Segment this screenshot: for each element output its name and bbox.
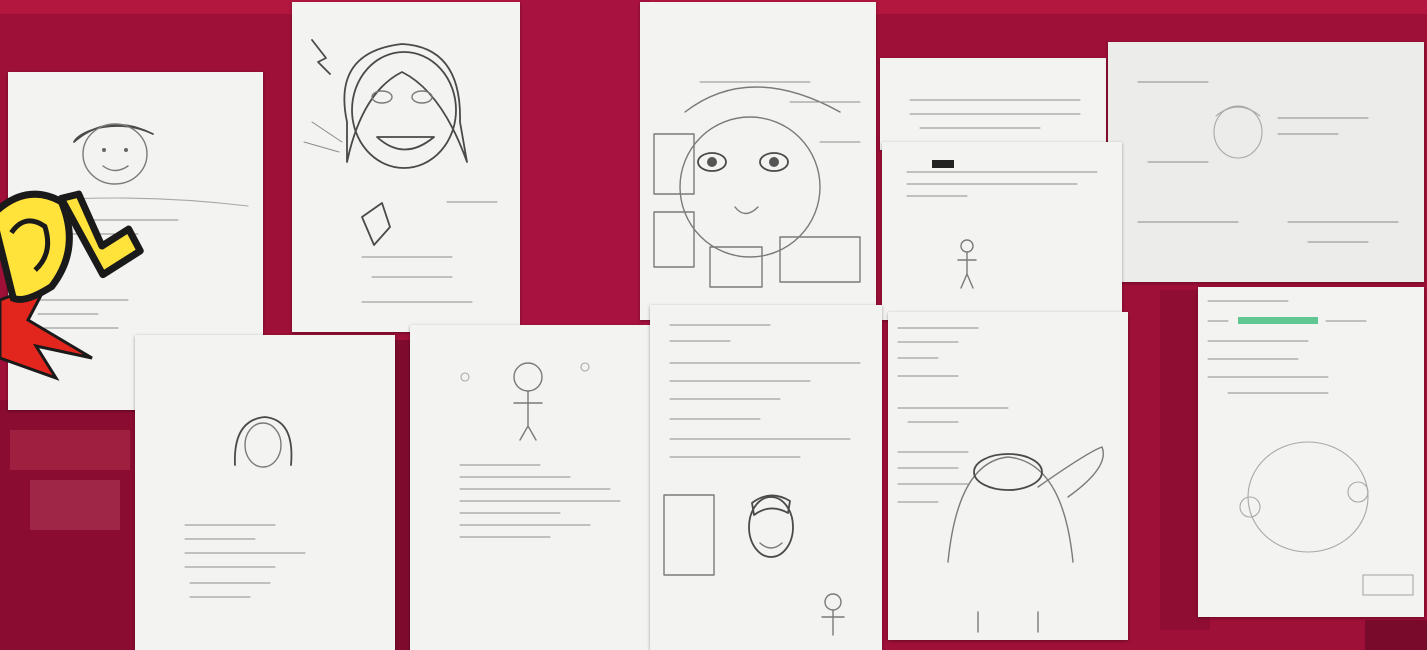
drawing-sheet-8 — [135, 335, 395, 650]
drawing-sheet-4 — [880, 58, 1106, 150]
drawing-sheet-3 — [640, 2, 876, 320]
drawing-sheet-7 — [1198, 287, 1424, 617]
pencil-portrait-10 — [650, 305, 882, 650]
drawing-sheet-2 — [292, 2, 520, 332]
pencil-portrait-3 — [640, 2, 876, 320]
pencil-portrait-8 — [135, 335, 395, 650]
drawing-sheet-9 — [410, 325, 655, 650]
handwriting-block-4 — [880, 58, 1106, 150]
pencil-portrait-5 — [1108, 42, 1424, 282]
comic-sticker-graphic — [0, 170, 150, 400]
drawing-sheet-10 — [650, 305, 882, 650]
pencil-portrait-9 — [410, 325, 655, 650]
pencil-portrait-2 — [292, 2, 520, 332]
drawing-sheet-6 — [882, 142, 1122, 320]
handwriting-block-6 — [882, 142, 1122, 320]
drawing-sheet-5 — [1108, 42, 1424, 282]
drawing-sheet-11 — [888, 312, 1128, 640]
pencil-portrait-11 — [888, 312, 1128, 640]
pencil-portrait-7 — [1198, 287, 1424, 617]
